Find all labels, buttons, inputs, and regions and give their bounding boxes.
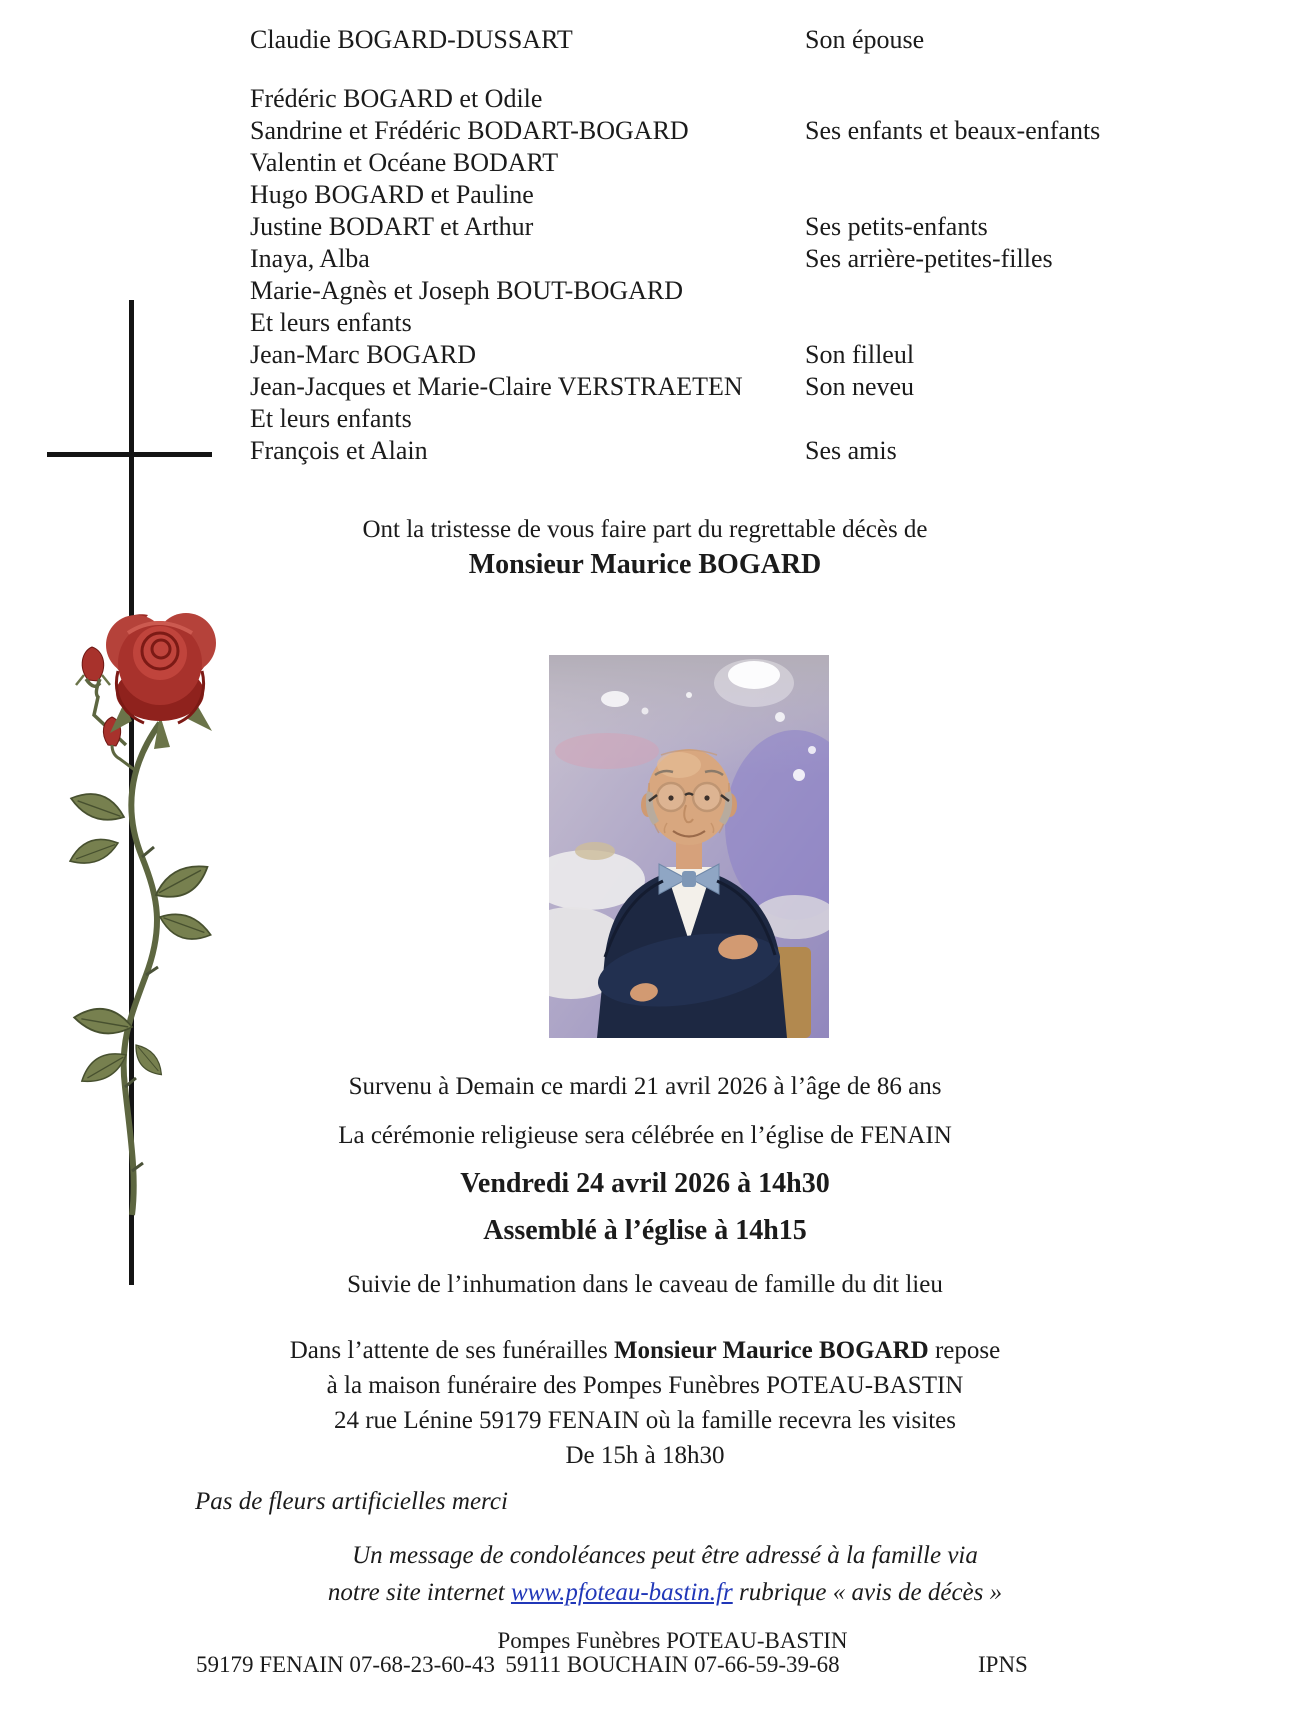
- family-member-name: Inaya, Alba: [250, 244, 370, 273]
- family-relation: Ses amis: [805, 436, 897, 465]
- family-row: [250, 275, 1240, 307]
- family-relation: Son neveu: [805, 372, 915, 401]
- family-row: [250, 211, 1240, 243]
- repose-line-4: De 15h à 18h30: [565, 1442, 725, 1469]
- family-relation: Son filleul: [805, 340, 915, 369]
- family-row: [250, 243, 1240, 275]
- ceremony-line: La cérémonie religieuse sera célébrée en l’église de FENAIN: [338, 1122, 952, 1149]
- family-relation: Ses petits-enfants: [805, 212, 988, 241]
- family-member-name: François et Alain: [250, 436, 428, 465]
- repose-line-3: 24 rue Lénine 59179 FENAIN où la famille recevra les visites: [333, 1407, 957, 1434]
- repose-deceased-name: Monsieur Maurice BOGARD: [613, 1337, 929, 1364]
- family-relation: Ses enfants et beaux-enfants: [805, 116, 1101, 145]
- family-member-name: Hugo BOGARD et Pauline: [250, 180, 534, 209]
- funeral-home-website-link[interactable]: www.pfoteau-bastin.fr: [510, 1579, 733, 1606]
- footer-left-contact: 59179 FENAIN 07-68-23-60-43: [196, 1652, 495, 1677]
- ceremony-date-line: Vendredi 24 avril 2026 à 14h30: [460, 1168, 830, 1199]
- family-row: [250, 24, 1240, 56]
- no-flowers-note: Pas de fleurs artificielles merci: [195, 1488, 508, 1515]
- condolence-line-2-prefix: notre site internet: [327, 1579, 511, 1606]
- footer-funeral-home: Pompes Funèbres POTEAU-BASTIN: [497, 1628, 848, 1653]
- family-member-name: Frédéric BOGARD et Odile: [250, 84, 543, 113]
- footer-ipns-note: IPNS: [978, 1652, 1028, 1677]
- family-member-name: Marie-Agnès et Joseph BOUT-BOGARD: [250, 276, 684, 305]
- family-row: [250, 403, 1240, 435]
- rose-bloom: [106, 613, 216, 749]
- assembly-line: Assemblé à l’église à 14h15: [483, 1215, 807, 1246]
- family-row: [250, 115, 1240, 147]
- family-row: [250, 307, 1240, 339]
- family-row: [250, 179, 1240, 211]
- family-member-name: Et leurs enfants: [250, 308, 412, 337]
- family-member-name: Justine BODART et Arthur: [250, 212, 534, 241]
- family-member-name: Jean-Marc BOGARD: [250, 340, 477, 369]
- family-member-name: Jean-Jacques et Marie-Claire VERSTRAETEN: [250, 372, 743, 401]
- family-relation: Son épouse: [805, 25, 925, 54]
- condolence-line-2-suffix: rubrique « avis de décès »: [732, 1579, 1003, 1606]
- burial-line: Suivie de l’inhumation dans le caveau de famille du dit lieu: [347, 1271, 943, 1298]
- death-line: Survenu à Demain ce mardi 21 avril 2026 à l’âge de 86 ans: [348, 1073, 942, 1100]
- family-row: [250, 147, 1240, 179]
- family-member-name: Claudie BOGARD-DUSSART: [250, 25, 573, 54]
- footer-center-contact: 59111 BOUCHAIN 07-66-59-39-68: [505, 1652, 840, 1677]
- family-row: [250, 435, 1240, 467]
- condolence-line-1: Un message de condoléances peut être adressé à la famille via: [352, 1542, 978, 1569]
- repose-line-1-prefix: Dans l’attente de ses funérailles: [289, 1337, 614, 1364]
- page-title: Monsieur Maurice BOGARD: [468, 549, 822, 580]
- memorial-cross-icon: [47, 452, 212, 457]
- family-member-name: Et leurs enfants: [250, 404, 412, 433]
- family-list: [250, 24, 1240, 467]
- family-row: [250, 83, 1240, 115]
- condolence-line-2: [40, 1579, 1290, 1607]
- repose-line-1-suffix: repose: [928, 1337, 1001, 1364]
- portrait-photo: [549, 655, 829, 1038]
- family-member-name: Sandrine et Frédéric BODART-BOGARD: [250, 116, 689, 145]
- announcement-intro: Ont la tristesse de vous faire part du regrettable décès de: [362, 516, 928, 543]
- family-row: [250, 371, 1240, 403]
- family-relation: Ses arrière-petites-filles: [805, 244, 1053, 273]
- family-member-name: Valentin et Océane BODART: [250, 148, 559, 177]
- repose-line-1: [0, 1336, 1290, 1366]
- family-row: [250, 339, 1240, 371]
- repose-line-2: à la maison funéraire des Pompes Funèbres POTEAU-BASTIN: [326, 1372, 964, 1399]
